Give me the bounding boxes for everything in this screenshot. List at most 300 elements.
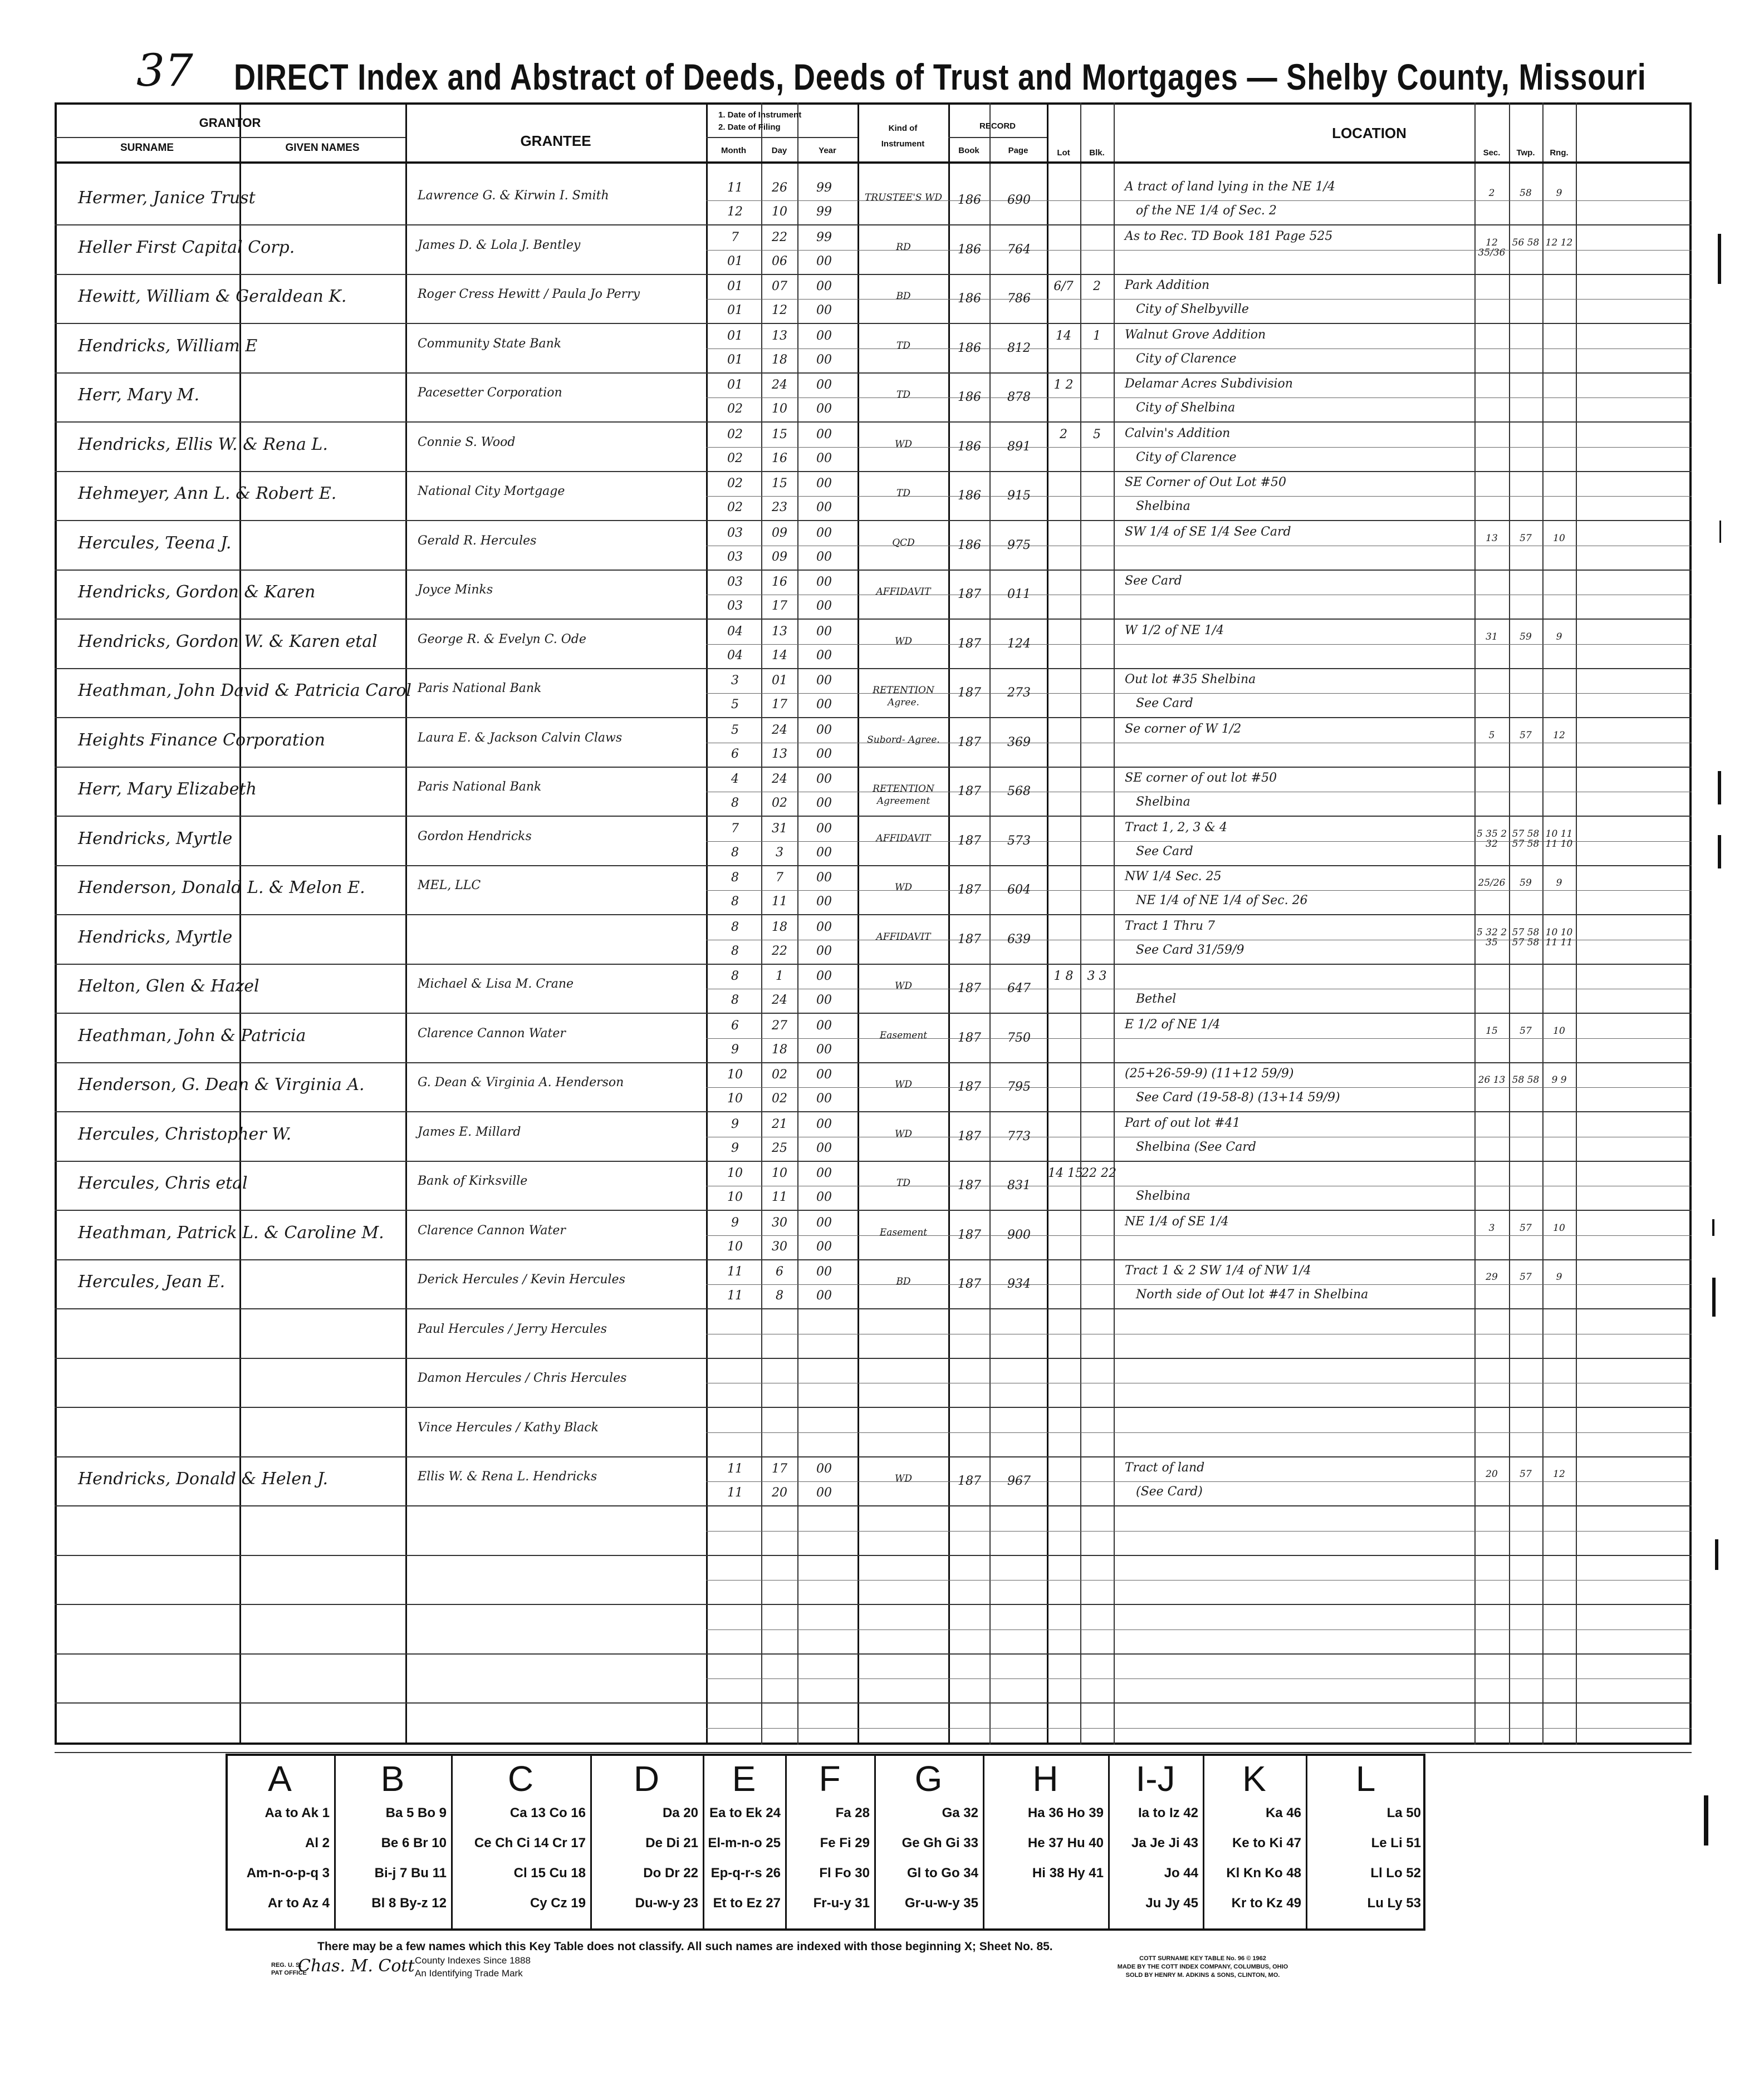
filing-year-2: 00 [816,1141,832,1155]
grantee-name: Gordon Hendricks [418,830,532,843]
location-sec: 20 [1486,1469,1498,1480]
grantee-name: Damon Hercules / Chris Hercules [418,1371,627,1385]
edge-mark [1718,835,1721,868]
grantor-name: Hercules, Chris etal [78,1174,248,1193]
location-blk: 1 [1093,329,1101,343]
filing-year-2: 00 [816,599,832,613]
location-sec: 25/26 [1478,877,1506,889]
location-lot: 2 [1060,428,1067,441]
half-row-rule [706,644,1692,645]
row-rule [55,1013,1692,1014]
key-entry: Ea to Ek 24 [709,1805,781,1820]
filing-month-2: 01 [727,353,743,367]
location-line-1: E 1/2 of NE 1/4 [1125,1018,1221,1032]
filing-day-2: 10 [772,402,787,416]
filing-year-2: 00 [816,500,832,514]
key-entry: Ll Lo 52 [1370,1866,1421,1881]
filing-day-2: 14 [772,649,787,662]
filing-day-1: 01 [772,674,787,688]
grantor-name: Hendricks, Donald & Helen J. [78,1469,329,1489]
grantee-name: Derick Hercules / Kevin Hercules [418,1273,625,1287]
record-book: 187 [958,637,981,651]
location-sec: 12 35/36 [1478,237,1506,258]
location-line-2: See Card [1136,845,1193,858]
filing-year-1: 00 [816,674,832,688]
grantor-name: Hendricks, Gordon W. & Karen etal [78,632,378,651]
filing-month-1: 9 [731,1117,739,1131]
location-line-1: Delamar Acres Subdivision [1125,377,1293,391]
filing-day-1: 22 [772,230,787,244]
grantee-name: Laura E. & Jackson Calvin Claws [418,731,623,745]
key-entry: Cy Cz 19 [530,1896,586,1911]
record-book: 187 [958,784,981,798]
filing-year-1: 00 [816,1019,832,1033]
location-line-1: Tract of land [1125,1461,1205,1475]
instrument-kind: BD [896,291,911,302]
filing-month-1: 9 [731,1216,739,1230]
key-entry: Am-n-o-p-q 3 [246,1866,330,1881]
filing-day-1: 7 [776,871,783,885]
filing-year-1: 00 [816,625,832,639]
filing-day-2: 17 [772,599,787,613]
filing-month-2: 02 [727,500,743,514]
row-rule [55,1111,1692,1112]
filing-month-1: 5 [731,723,739,737]
location-rng: 10 10 11 11 [1545,927,1573,948]
record-book: 187 [958,735,981,749]
filing-month-1: 01 [727,329,743,343]
row-rule [55,1308,1692,1309]
location-twp: 59 [1520,877,1532,889]
grantee-name: James E. Millard [418,1125,521,1139]
filing-year-2: 00 [816,254,832,268]
filing-month-1: 8 [731,920,739,934]
filing-day-1: 09 [772,526,787,540]
twp-header: Twp. [1516,148,1535,158]
key-entry: Ba 5 Bo 9 [385,1805,447,1820]
filing-day-2: 10 [772,205,787,219]
instrument-kind: WD [894,1473,913,1484]
location-sec: 5 35 2 32 [1476,828,1507,850]
filing-year-1: 00 [816,378,832,392]
filing-day-2: 20 [772,1486,787,1500]
location-lot: 1 2 [1054,378,1074,392]
filing-day-1: 30 [772,1216,787,1230]
location-sec: 5 32 2 35 [1476,927,1507,948]
key-entry: Be 6 Br 10 [381,1835,447,1851]
location-blk: 2 [1093,279,1101,293]
filing-year-2: 00 [816,846,832,860]
key-entry: Bl 8 By-z 12 [371,1896,447,1911]
key-letter: F [819,1759,841,1799]
filing-month-2: 11 [727,1289,743,1303]
filing-month-2: 10 [727,1190,743,1204]
record-page: 690 [1007,193,1031,207]
half-row-rule [706,693,1692,694]
key-entry: Du-w-y 23 [635,1896,698,1911]
record-page: 786 [1007,292,1031,306]
filing-year-1: 99 [816,230,832,244]
row-rule [55,1407,1692,1408]
filing-month-1: 8 [731,969,739,983]
row-rule [55,668,1692,669]
key-letter: G [914,1759,943,1799]
grantee-name: Joyce Minks [418,583,493,597]
key-letter: E [732,1759,756,1799]
record-page: 124 [1007,637,1031,651]
grantor-name: Hercules, Jean E. [78,1272,226,1292]
half-row-rule [706,1728,1692,1729]
filing-year-2: 00 [816,1190,832,1204]
filing-day-2: 02 [772,796,787,810]
row-rule [55,865,1692,866]
location-rng: 9 [1556,631,1562,642]
location-line-1: Tract 1, 2, 3 & 4 [1125,821,1227,835]
filing-year-2: 00 [816,402,832,416]
key-letter: I-J [1135,1759,1175,1799]
grantee-name: Roger Cress Hewitt / Paula Jo Perry [418,287,640,301]
filing-month-1: 3 [731,674,739,688]
edge-mark [1718,234,1721,284]
kind-header-1: Kind of [888,124,918,133]
location-twp: 56 58 [1512,237,1540,248]
filing-day-1: 31 [772,822,787,836]
location-twp: 57 58 57 58 [1512,927,1540,948]
filing-month-2: 03 [727,550,743,564]
record-page: 773 [1007,1130,1031,1143]
location-line-2: See Card 31/59/9 [1136,943,1244,957]
key-entry: Ga 32 [942,1805,978,1820]
grantor-name: Heathman, John & Patricia [78,1026,306,1046]
location-lot: 1 8 [1054,969,1074,983]
row-rule [55,619,1692,620]
location-twp: 57 [1520,730,1532,741]
page-number: 37 [136,45,193,96]
record-book: 187 [958,1080,981,1094]
record-page: 011 [1007,587,1031,601]
key-entry: Ha 36 Ho 39 [1027,1805,1104,1820]
record-page: 750 [1007,1031,1031,1045]
record-page: 812 [1007,341,1031,355]
grantor-name: Hendricks, Myrtle [78,829,233,848]
filing-day-2: 25 [772,1141,787,1155]
key-entry: Al 2 [305,1835,330,1851]
grantee-name: Michael & Lisa M. Crane [418,977,574,991]
grantor-name: Hewitt, William & Geraldean K. [78,287,347,306]
filing-day-2: 24 [772,993,787,1007]
record-book: 187 [958,1130,981,1143]
location-rng: 10 [1553,1025,1565,1037]
year-header: Year [819,146,836,155]
half-row-rule [706,1038,1692,1039]
filing-day-2: 09 [772,550,787,564]
row-rule [55,1358,1692,1359]
reg-line-1: REG. U. S. [271,1962,302,1969]
key-entry: La 50 [1386,1805,1421,1820]
filing-day-1: 18 [772,920,787,934]
location-lot: 6/7 [1054,279,1074,293]
filing-year-2: 00 [816,649,832,662]
record-page: 639 [1007,932,1031,946]
filing-month-2: 8 [731,944,739,958]
instrument-kind: RD [896,242,911,253]
edge-mark [1712,1278,1716,1317]
filing-day-2: 12 [772,303,787,317]
filing-year-1: 00 [816,1265,832,1279]
filing-month-1: 02 [727,477,743,490]
row-rule [55,1752,1692,1753]
filing-year-1: 00 [816,1166,832,1180]
location-twp: 57 [1520,1469,1532,1480]
footer-right-3: SOLD BY HENRY M. ADKINS & SONS, CLINTON, MO. [1125,1972,1280,1979]
filing-month-2: 02 [727,402,743,416]
location-blk: 22 22 [1081,1166,1116,1180]
filing-year-1: 00 [816,723,832,737]
record-page: 647 [1007,981,1031,995]
row-rule [55,323,1692,324]
grantor-name: Heller First Capital Corp. [78,238,295,257]
filing-month-2: 9 [731,1043,739,1057]
location-line-1: Se corner of W 1/2 [1125,722,1242,736]
rng-header: Rng. [1550,148,1569,158]
filing-month-2: 12 [727,205,743,219]
filing-month-2: 01 [727,254,743,268]
key-letter: D [633,1759,660,1799]
day-header: Day [771,146,787,155]
half-row-rule [706,1235,1692,1236]
instrument-kind: RETENTION Agreement [873,783,934,807]
filing-day-1: 27 [772,1019,787,1033]
filing-year-2: 00 [816,1240,832,1254]
filing-year-1: 00 [816,279,832,293]
row-rule [55,570,1692,571]
grantor-name: Hendricks, Gordon & Karen [78,582,316,602]
grantor-name: Hendricks, Ellis W. & Rena L. [78,435,328,454]
grantee-name: Paul Hercules / Jerry Hercules [418,1322,607,1336]
record-page: 891 [1007,440,1031,454]
location-lot: 14 [1056,329,1071,343]
location-sec: 31 [1486,631,1498,642]
grantor-name: Helton, Glen & Hazel [78,976,259,996]
key-entry: Hi 38 Hy 41 [1032,1866,1104,1881]
location-line-2: City of Clarence [1136,450,1237,464]
filing-year-1: 00 [816,1462,832,1476]
filing-year-2: 00 [816,1289,832,1303]
grantee-name: National City Mortgage [418,484,565,498]
record-page: 369 [1007,735,1031,749]
location-line-2: NE 1/4 of NE 1/4 of Sec. 26 [1136,894,1308,907]
row-rule [55,964,1692,965]
location-line-1: Walnut Grove Addition [1125,328,1266,342]
record-book: 186 [958,538,981,552]
grantee-name: Lawrence G. & Kirwin I. Smith [418,189,609,203]
instrument-kind: Easement [879,1227,928,1238]
key-entry: Fa 28 [835,1805,870,1820]
grantee-name: James D. & Lola J. Bentley [418,238,581,252]
filing-day-1: 6 [776,1265,783,1279]
key-entry: Ka 46 [1265,1805,1301,1820]
filing-year-1: 99 [816,181,832,195]
trademark-line: An Identifying Trade Mark [415,1968,523,1979]
grantor-name: Hendricks, William E [78,336,258,356]
instrument-kind: TD [896,340,910,351]
location-rng: 9 [1556,188,1562,199]
filing-year-2: 00 [816,993,832,1007]
location-line-1: Calvin's Addition [1125,426,1231,440]
month-header: Month [721,146,746,155]
surname-header: SURNAME [120,142,174,154]
grantor-name: Hercules, Christopher W. [78,1125,292,1144]
location-twp: 58 58 [1512,1074,1540,1086]
grantee-name: Clarence Cannon Water [418,1224,566,1238]
record-book: 187 [958,1277,981,1291]
grantee-name: Gerald R. Hercules [418,534,537,548]
instrument-kind: AFFIDAVIT [876,931,931,943]
grantee-name: George R. & Evelyn C. Ode [418,632,586,646]
location-line-2: Shelbina (See Card [1136,1140,1256,1154]
grantee-name: Clarence Cannon Water [418,1027,566,1040]
filing-month-2: 03 [727,599,743,613]
location-line-1: W 1/2 of NE 1/4 [1125,624,1224,637]
instrument-kind: BD [896,1276,911,1287]
filing-day-2: 17 [772,698,787,711]
instrument-kind: QCD [892,537,915,548]
page-header: Page [1008,146,1028,155]
record-page: 795 [1007,1080,1031,1094]
grantee-header: GRANTEE [520,132,591,149]
location-header: LOCATION [1332,125,1407,141]
record-book: 187 [958,932,981,946]
filing-year-1: 00 [816,1068,832,1082]
filing-day-2: 13 [772,747,787,761]
row-rule [55,1505,1692,1506]
key-letter: A [268,1759,292,1799]
filing-month-2: 8 [731,846,739,860]
record-page: 967 [1007,1474,1031,1488]
filing-month-1: 8 [731,871,739,885]
location-twp: 59 [1520,631,1532,642]
filing-day-1: 24 [772,378,787,392]
location-rng: 10 11 11 10 [1545,828,1573,850]
filing-year-1: 00 [816,920,832,934]
row-rule [55,1210,1692,1211]
grantor-name: Henderson, Donald L. & Melon E. [78,878,365,897]
location-sec: 2 [1488,188,1495,199]
location-rng: 10 [1553,1223,1565,1234]
grantor-name: Henderson, G. Dean & Virginia A. [78,1075,365,1094]
filing-day-1: 17 [772,1462,787,1476]
location-twp: 58 [1520,188,1532,199]
key-entry: Ep-q-r-s 26 [710,1866,781,1881]
instrument-kind: WD [894,1079,913,1090]
row-rule [55,717,1692,718]
filing-day-2: 30 [772,1240,787,1254]
instrument-kind: AFFIDAVIT [876,833,931,844]
instrument-kind: WD [894,882,913,893]
key-entry: Kl Kn Ko 48 [1226,1866,1301,1881]
grantor-name: Heights Finance Corporation [78,730,325,750]
record-book: 187 [958,686,981,700]
instrument-kind: WD [894,439,913,450]
filing-year-1: 00 [816,1117,832,1131]
filing-day-1: 24 [772,772,787,786]
location-twp: 57 [1520,533,1532,544]
record-page: 764 [1007,243,1031,257]
location-twp: 57 [1520,1223,1532,1234]
grantee-name: Paris National Bank [418,780,542,794]
filing-year-2: 00 [816,353,832,367]
filing-year-2: 00 [816,796,832,810]
filing-month-2: 10 [727,1092,743,1106]
location-line-2: North side of Out lot #47 in Shelbina [1136,1288,1369,1302]
key-entry: Fr-u-y 31 [813,1896,870,1911]
record-book: 187 [958,1474,981,1488]
filing-month-1: 11 [727,181,743,195]
location-line-1: A tract of land lying in the NE 1/4 [1125,180,1335,194]
grantor-rule [55,137,405,138]
filing-year-1: 00 [816,575,832,589]
location-line-1: SE corner of out lot #50 [1125,771,1277,785]
record-book: 186 [958,193,981,207]
key-entry: Ce Ch Ci 14 Cr 17 [474,1835,586,1851]
filing-month-2: 8 [731,796,739,810]
record-page: 878 [1007,390,1031,404]
filing-month-2: 10 [727,1240,743,1254]
record-page: 568 [1007,784,1031,798]
filing-year-2: 00 [816,698,832,711]
location-line-1: Out lot #35 Shelbina [1125,673,1256,686]
location-sec: 5 [1488,730,1495,741]
edge-mark [1704,1795,1708,1846]
location-line-1: Park Addition [1125,278,1210,292]
record-page: 273 [1007,686,1031,700]
row-rule [55,1555,1692,1556]
filing-day-2: 8 [776,1289,783,1303]
filing-year-2: 00 [816,1486,832,1500]
grantor-name: Heathman, Patrick L. & Caroline M. [78,1223,384,1243]
key-table-note: There may be a few names which this Key Table does not classify. All such names are indexed with those beginning X; Sheet No. 85. [317,1940,1053,1953]
cott-signature: Chas. M. Cott [298,1956,415,1976]
filing-day-1: 16 [772,575,787,589]
key-entry: Ju Jy 45 [1145,1896,1198,1911]
location-line-2: City of Clarence [1136,352,1237,366]
location-rng: 10 [1553,533,1565,544]
filing-month-1: 7 [731,230,739,244]
half-row-rule [706,250,1692,251]
filing-day-2: 3 [776,846,783,860]
row-rule [55,767,1692,768]
filing-day-1: 10 [772,1166,787,1180]
filing-day-1: 26 [772,181,787,195]
filing-year-2: 00 [816,1092,832,1106]
grantor-name: Herr, Mary M. [78,385,200,405]
key-entry: Ia to Iz 42 [1138,1805,1198,1820]
grantee-name: Community State Bank [418,337,562,351]
filing-year-1: 00 [816,1216,832,1230]
filing-day-1: 07 [772,279,787,293]
filing-day-2: 18 [772,353,787,367]
location-rng: 9 9 [1551,1074,1567,1086]
record-header: RECORD [979,121,1016,131]
key-entry: Ca 13 Co 16 [509,1805,586,1820]
location-line-2: (See Card) [1136,1485,1203,1499]
record-book: 186 [958,440,981,454]
instrument-kind: RETENTION Agree. [873,685,934,708]
record-book: 187 [958,981,981,995]
location-rng: 12 12 [1545,237,1573,248]
key-entry: He 37 Hu 40 [1027,1835,1104,1851]
filing-day-2: 06 [772,254,787,268]
